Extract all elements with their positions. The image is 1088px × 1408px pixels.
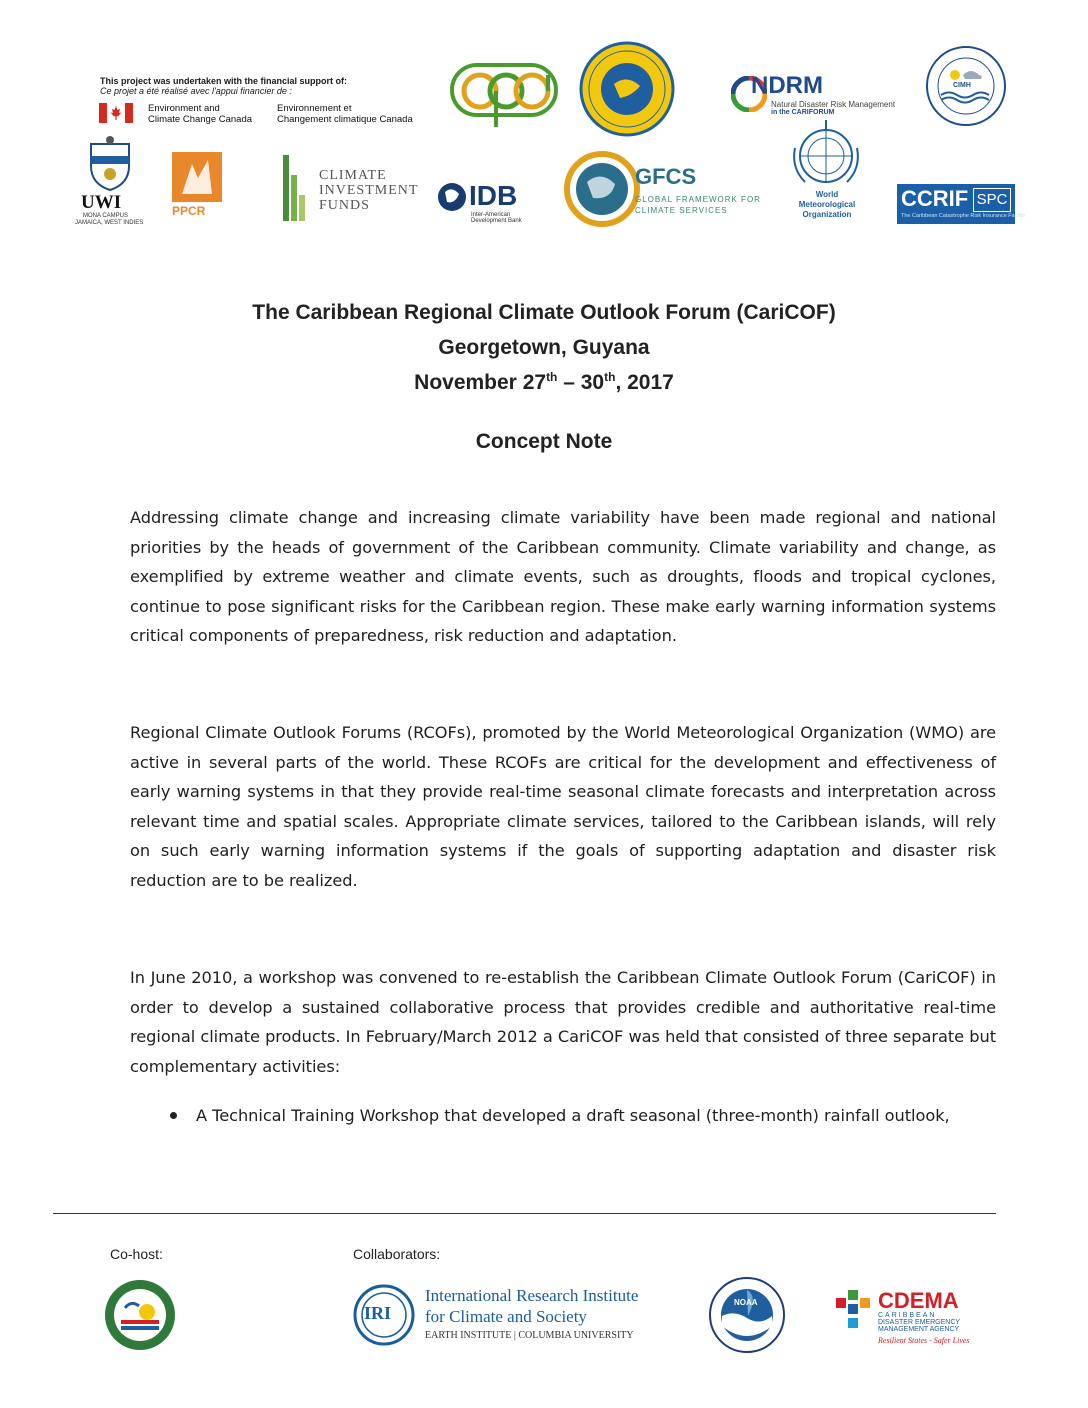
gfcs-sub-2: CLIMATE SERVICES <box>635 206 728 215</box>
iri-line2: for Climate and Society <box>425 1307 587 1326</box>
uwi-logo <box>75 136 145 226</box>
page-title: The Caribbean Regional Climate Outlook Forum (CariCOF) <box>252 301 836 324</box>
idb-logo <box>437 180 537 224</box>
cdb-logo <box>578 40 676 138</box>
cdema-sub-1: CARIBBEAN <box>878 1312 937 1319</box>
eccc-fr-line2: Changement climatique Canada <box>277 114 413 125</box>
date-line: November 27th – 30th, 2017 <box>414 370 674 394</box>
ndrm-logo <box>731 72 896 120</box>
cdema-logo <box>832 1288 982 1352</box>
wmo-line3: Organization <box>802 210 852 219</box>
ppcr-label: PPCR <box>172 204 206 218</box>
noaa-label: NOAA <box>734 1298 758 1307</box>
collaborators-label: Collaborators: <box>353 1246 441 1262</box>
uwi-sub-2: JAMAICA, WEST INDIES <box>75 220 144 226</box>
idb-sub-1: Inter-American <box>471 212 511 218</box>
uwi-sub-1: MONA CAMPUS <box>83 213 129 219</box>
cohost-label: Co-host: <box>110 1246 163 1262</box>
wmo-line2: Meteorological <box>798 200 856 209</box>
ndrm-sub-2: in the CARIFORUM <box>771 109 835 116</box>
gfcs-sub-1: GLOBAL FRAMEWORK FOR <box>635 195 761 204</box>
footer-divider <box>53 1213 996 1214</box>
cdema-sub-2: DISASTER EMERGENCY <box>878 1319 961 1326</box>
cdema-sub-3: MANAGEMENT AGENCY <box>878 1326 960 1333</box>
support-line-fr: Ce projet a été réalisé avec l'appui financier de : <box>100 86 292 96</box>
idb-label: IDB <box>469 180 518 211</box>
bullet-item-1: A Technical Training Workshop that developed a draft seasonal (three-month) rainfall outlook, <box>196 1106 950 1125</box>
wmo-line1: World <box>815 190 839 199</box>
paragraph-2: Regional Climate Outlook Forums (RCOFs), promoted by the World Meteorological Organization (WMO) are active in several parts of the world. These RCOFs are critical for the development and effectiveness of early warning systems in that they provide real-time seasonal climate forecasts and interpretation across relevant time and spatial scales. Appropriate climate services, tailored to the Caribbean islands, will rely on such early warning information systems if the goals of supporting adaptation and disaster risk reduction are to be realized. <box>130 723 996 890</box>
cif-line2: INVESTMENT <box>319 183 419 198</box>
paragraph-3: In June 2010, a workshop was convened to re-establish the Caribbean Climate Outlook Forum (CariCOF) in order to develop a sustained collaborative process that provides credible and authoritative real-time regional climate products. In February/March 2012 a CariCOF was held that consisted of three separate but complementary activities: <box>130 968 996 1076</box>
cimh-label: CIMH <box>953 82 971 89</box>
support-line-en: This project was undertaken with the financial support of: <box>100 76 348 86</box>
cif-line1: CLIMATE <box>319 168 387 183</box>
bullet-icon <box>170 1112 177 1119</box>
gfcs-logo <box>563 150 763 230</box>
ccrif-label: CCRIF <box>901 186 969 211</box>
iri-line1: International Research Institute <box>425 1286 639 1305</box>
ppcr-logo <box>172 152 240 222</box>
uwi-title: UWI <box>81 192 122 213</box>
eccc-en-line2: Climate Change Canada <box>148 114 253 125</box>
wmo-logo <box>777 118 877 230</box>
gfcs-label: GFCS <box>635 164 697 189</box>
eccc-fr-line1: Environnement et <box>277 103 352 114</box>
iri-line3: EARTH INSTITUTE | COLUMBIA UNIVERSITY <box>425 1330 634 1341</box>
acp-logo <box>448 55 560 130</box>
cif-line3: FUNDS <box>319 198 370 213</box>
ndrm-sub-1: Natural Disaster Risk Management <box>771 100 896 109</box>
idb-sub-2: Development Bank <box>471 218 522 224</box>
paragraph-1: Addressing climate change and increasing climate variability have been made regional and national priorities by the heads of government of the Caribbean community. Climate variability and change, as exemplified by extreme weather and climate events, such as droughts, floods and tropical cyclones, continue to pose significant risks for the Caribbean region. These make early warning information systems critical components of preparedness, risk reduction and adaptation. <box>130 508 996 646</box>
cdema-tagline: Resilient States - Safer Lives <box>878 1336 970 1345</box>
noaa-logo <box>708 1276 786 1354</box>
ndrm-title: NDRM <box>751 72 823 99</box>
iri-mark: IRI <box>364 1303 392 1323</box>
cif-logo <box>281 155 419 225</box>
canada-flag-icon <box>99 103 133 123</box>
cimh-logo <box>925 45 1007 127</box>
cdema-label: CDEMA <box>878 1288 959 1313</box>
iri-logo <box>353 1284 673 1348</box>
eccc-en-line1: Environment and <box>148 103 220 114</box>
location-line: Georgetown, Guyana <box>438 336 650 359</box>
ccrif-sub: The Caribbean Catastrophe Risk Insurance Facility <box>901 213 1026 219</box>
ccrif-spc: SPC <box>973 188 1011 212</box>
guyana-hydromet-logo <box>103 1278 177 1352</box>
concept-note-heading: Concept Note <box>475 430 613 453</box>
ccrif-logo <box>897 184 1026 224</box>
